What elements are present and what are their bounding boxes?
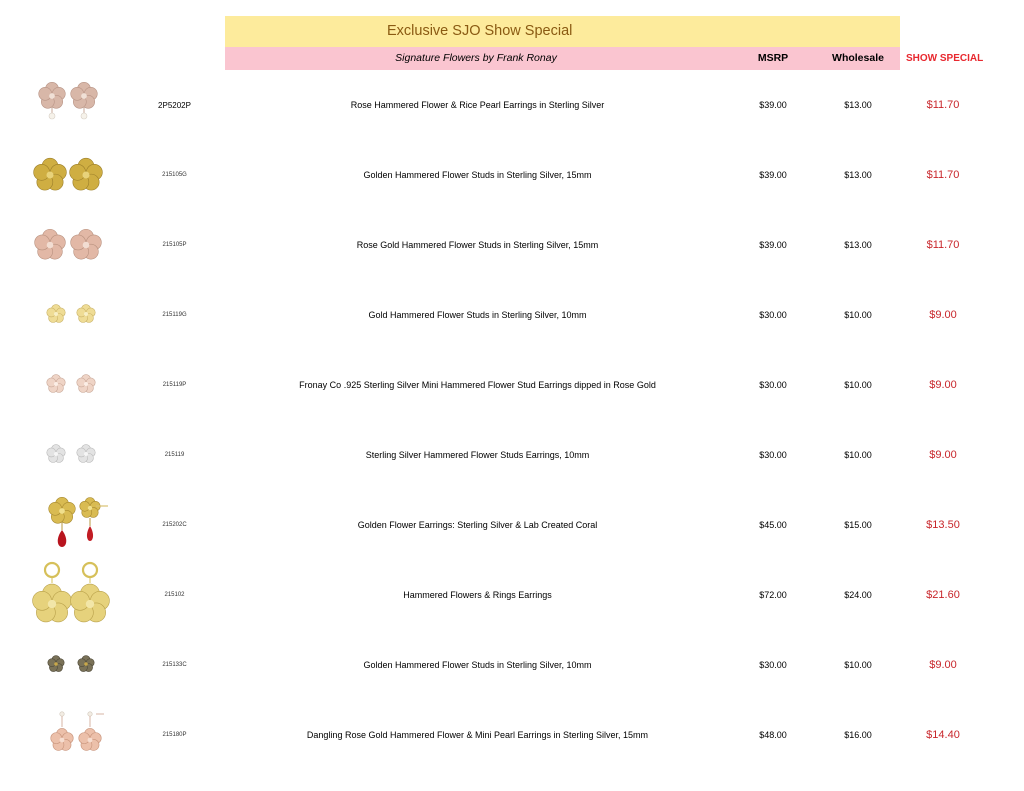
product-msrp: $45.00 — [759, 520, 787, 530]
product-image — [22, 210, 122, 280]
product-description: Fronay Co .925 Sterling Silver Mini Hammered Flower Stud Earrings dipped in Rose Gold — [299, 380, 656, 390]
product-sku: 215119G — [162, 312, 187, 318]
product-show-special: $11.70 — [926, 169, 960, 181]
product-description: Rose Gold Hammered Flower Studs in Sterling Silver, 15mm — [356, 240, 599, 250]
product-show-special: $9.00 — [929, 659, 957, 671]
product-image — [22, 700, 122, 770]
small-dark-flower-studs-icon — [22, 630, 122, 700]
product-wholesale: $13.00 — [844, 100, 872, 110]
table-row — [0, 700, 1024, 770]
product-sku: 215105G — [162, 172, 187, 178]
product-sku: 215180P — [162, 732, 187, 738]
product-wholesale: $24.00 — [844, 590, 872, 600]
gold-flower-coral-drop-earrings-icon — [22, 490, 122, 560]
product-show-special: $11.70 — [926, 99, 960, 111]
table-row — [0, 210, 1024, 280]
product-msrp: $39.00 — [759, 100, 787, 110]
product-sku: 215102 — [164, 592, 185, 598]
msrp-column-header: MSRP — [757, 52, 789, 64]
table-row — [0, 630, 1024, 700]
product-description: Rose Hammered Flower & Rice Pearl Earrings in Sterling Silver — [350, 100, 605, 110]
product-sku: 215105P — [162, 242, 187, 248]
wholesale-column-header: Wholesale — [832, 52, 884, 64]
product-msrp: $30.00 — [759, 660, 787, 670]
product-show-special: $9.00 — [929, 379, 957, 391]
table-row — [0, 70, 1024, 140]
gold-flower-ring-earrings-icon — [22, 560, 122, 630]
product-image — [22, 630, 122, 700]
product-msrp: $30.00 — [759, 310, 787, 320]
column-header-band — [225, 47, 900, 70]
product-msrp: $39.00 — [759, 170, 787, 180]
product-wholesale: $10.00 — [844, 660, 872, 670]
product-show-special: $11.70 — [926, 239, 960, 251]
product-description: Golden Hammered Flower Studs in Sterling Silver, 10mm — [363, 660, 592, 670]
table-row — [0, 140, 1024, 210]
product-image — [22, 140, 122, 210]
table-row — [0, 350, 1024, 420]
product-sku: 215119 — [164, 452, 185, 458]
small-rose-flower-studs-icon — [22, 350, 122, 420]
product-msrp: $72.00 — [759, 590, 787, 600]
product-show-special: $9.00 — [929, 309, 957, 321]
product-sku: 2P5202P — [158, 100, 191, 110]
table-row — [0, 560, 1024, 630]
product-show-special: $13.50 — [926, 519, 960, 531]
rose-flower-studs-icon — [22, 210, 122, 280]
product-wholesale: $10.00 — [844, 310, 872, 320]
product-image — [22, 490, 122, 560]
product-image — [22, 70, 122, 140]
product-sku: 215119P — [162, 382, 187, 388]
product-description: Golden Hammered Flower Studs in Sterling Silver, 15mm — [363, 170, 592, 180]
gold-flower-studs-icon — [22, 140, 122, 210]
table-row — [0, 280, 1024, 350]
product-wholesale: $13.00 — [844, 170, 872, 180]
product-show-special: $14.40 — [926, 729, 960, 741]
product-description: Sterling Silver Hammered Flower Studs Earrings, 10mm — [365, 450, 590, 460]
product-show-special: $9.00 — [929, 449, 957, 461]
product-msrp: $30.00 — [759, 380, 787, 390]
product-wholesale: $16.00 — [844, 730, 872, 740]
product-wholesale: $15.00 — [844, 520, 872, 530]
product-image — [22, 280, 122, 350]
product-wholesale: $10.00 — [844, 380, 872, 390]
product-wholesale: $13.00 — [844, 240, 872, 250]
product-description: Hammered Flowers & Rings Earrings — [403, 590, 552, 600]
product-image — [22, 420, 122, 490]
product-wholesale: $10.00 — [844, 450, 872, 460]
collection-subtitle: Signature Flowers by Frank Ronay — [395, 52, 557, 64]
small-silver-flower-studs-icon — [22, 420, 122, 490]
table-row — [0, 490, 1024, 560]
sheet-title: Exclusive SJO Show Special — [387, 23, 573, 39]
rose-dangling-flower-earrings-icon — [22, 700, 122, 770]
product-sku: 215133C — [162, 662, 187, 668]
product-description: Golden Flower Earrings: Sterling Silver & Lab Created Coral — [357, 520, 598, 530]
show-special-column-header: SHOW SPECIAL — [906, 53, 984, 64]
sheet-title-band — [225, 16, 900, 47]
product-image — [22, 560, 122, 630]
product-show-special: $21.60 — [926, 589, 960, 601]
product-image — [22, 350, 122, 420]
product-sku: 215202C — [162, 522, 187, 528]
product-msrp: $30.00 — [759, 450, 787, 460]
product-msrp: $39.00 — [759, 240, 787, 250]
product-description: Dangling Rose Gold Hammered Flower & Mini Pearl Earrings in Sterling Silver, 15mm — [306, 730, 649, 740]
rose-flower-pearl-drop-earrings-icon — [22, 70, 122, 140]
small-gold-flower-studs-icon — [22, 280, 122, 350]
product-description: Gold Hammered Flower Studs in Sterling Silver, 10mm — [368, 310, 587, 320]
table-row — [0, 420, 1024, 490]
product-msrp: $48.00 — [759, 730, 787, 740]
